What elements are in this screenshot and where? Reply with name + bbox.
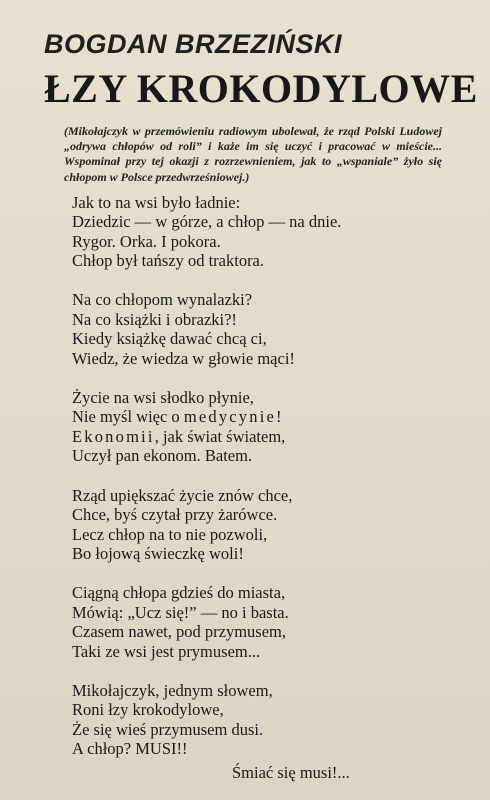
closing-line: Śmiać się musi!... bbox=[232, 762, 350, 782]
poem-line: Kiedy książkę dawać chcą ci, bbox=[72, 329, 267, 349]
poem-line-part: , jak świat światem, bbox=[154, 426, 286, 446]
poem-line: Chce, byś czytał przy żarówce. bbox=[72, 505, 278, 525]
poem-line: Wiedz, że wiedza w głowie mąci! bbox=[72, 348, 295, 368]
poem-line bbox=[72, 407, 460, 426]
intro-note: (Mikołajczyk w przemówieniu radiowym ubolewał, że rząd Polski Ludowej „odrywa chłopów od roli” i każe im się uczyć i pracować w mieście... Wspominał przy tej okazji z rozrzewnieniem, jak to „wspaniale” żyło się chłopom w Polsce przedwrześniowej.) bbox=[64, 124, 442, 184]
stanza-6 bbox=[72, 681, 460, 782]
poem-line: Mikołajczyk, jednym słowem, bbox=[72, 680, 273, 700]
stanza-1 bbox=[72, 193, 460, 271]
poem-line-part: Nie myśl więc o bbox=[72, 407, 184, 427]
poem-title: ŁZY KROKODYLOWE bbox=[44, 66, 478, 111]
poem-line: Taki ze wsi jest prymusem... bbox=[72, 641, 261, 661]
poem-line: Rygor. Orka. I pokora. bbox=[72, 231, 221, 251]
poem-body bbox=[72, 193, 460, 782]
poem-line: Lecz chłop na to nie pozwoli, bbox=[72, 524, 268, 544]
poem-line: Uczył pan ekonom. Batem. bbox=[72, 446, 253, 466]
poem-line: A chłop? MUSI!! bbox=[72, 739, 188, 759]
author-name: BOGDAN BRZEZIŃSKI bbox=[44, 29, 342, 59]
stanza-4 bbox=[72, 486, 460, 564]
poem-line: Że się wieś przymusem dusi. bbox=[72, 719, 264, 739]
poem-line: Jak to na wsi było ładnie: bbox=[72, 192, 241, 212]
poem-line bbox=[72, 427, 460, 446]
stanza-2 bbox=[72, 290, 460, 368]
poem-line: Na co książki i obrazki?! bbox=[72, 309, 237, 329]
poem-line: Dziedzic — w górze, a chłop — na dnie. bbox=[72, 212, 342, 232]
poem-line: Ciągną chłopa gdzieś do miasta, bbox=[72, 583, 286, 603]
spaced-word-medycynie: medycynie! bbox=[183, 407, 284, 427]
stanza-5 bbox=[72, 583, 460, 661]
spaced-word-ekonomii: Ekonomii bbox=[72, 426, 155, 446]
poem-line: Chłop był tańszy od traktora. bbox=[72, 251, 265, 271]
poem-line: Mówią: „Ucz się!” — no i basta. bbox=[72, 602, 289, 622]
poem-line: Roni łzy krokodylowe, bbox=[72, 700, 224, 720]
poem-line: Rząd upiększać życie znów chce, bbox=[72, 485, 293, 505]
poem-line: Życie na wsi słodko płynie, bbox=[72, 388, 254, 408]
poem-line: Na co chłopom wynalazki? bbox=[72, 290, 253, 310]
poem-line: Czasem nawet, pod przymusem, bbox=[72, 622, 286, 642]
stanza-3 bbox=[72, 388, 460, 466]
poem-line: Bo łojową świeczkę woli! bbox=[72, 543, 244, 563]
